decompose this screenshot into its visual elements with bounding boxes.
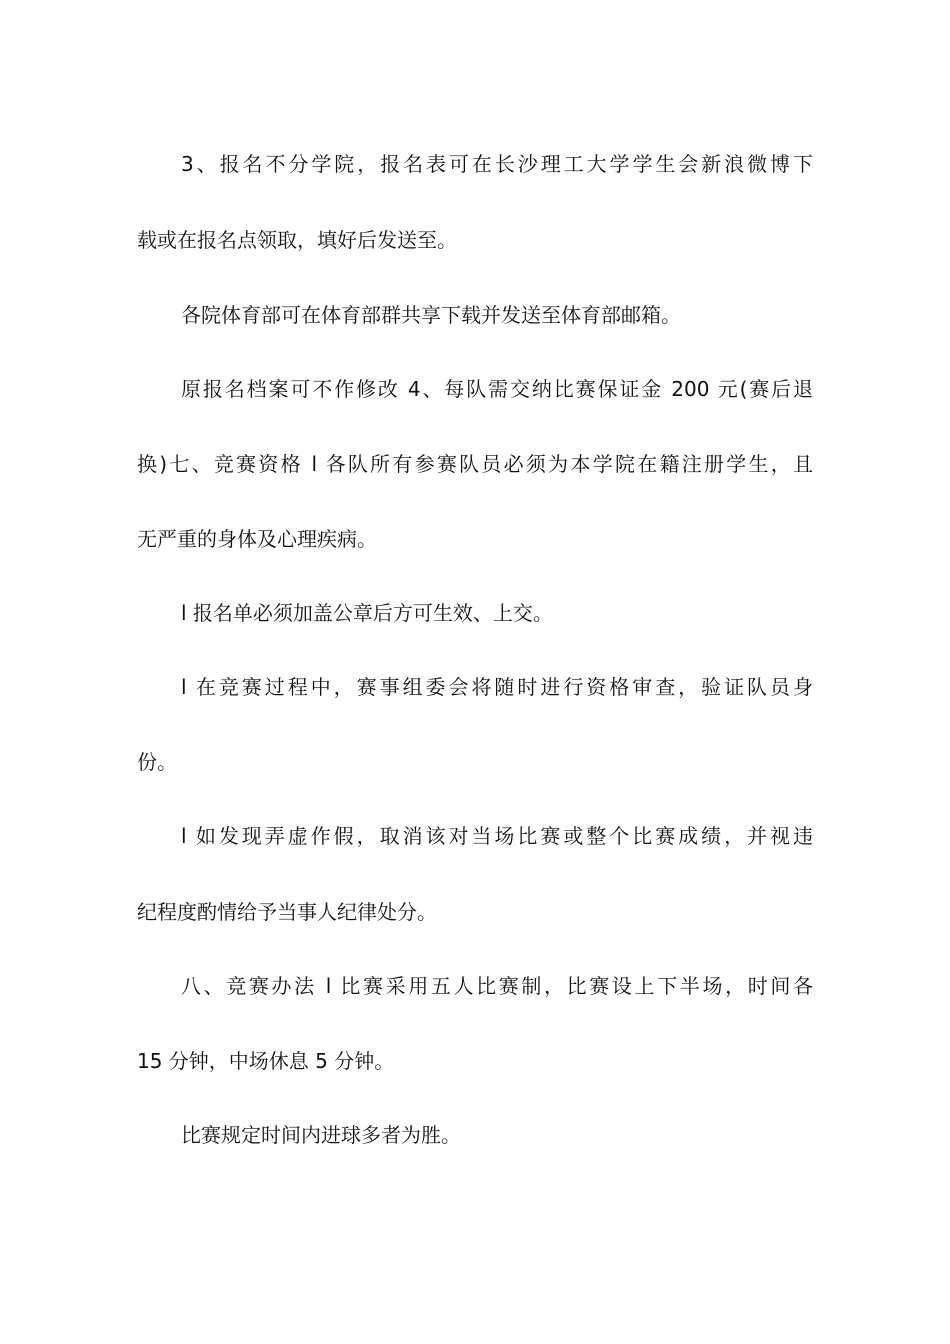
text-line: 换)七、竞赛资格 l 各队所有参赛队员必须为本学院在籍注册学生，且 xyxy=(137,452,813,476)
text-line: 15 分钟，中场休息 5 分钟。 xyxy=(137,1049,395,1073)
text-line: 纪程度酌情给予当事人纪律处分。 xyxy=(137,900,437,924)
text-line: 原报名档案可不作修改 4、每队需交纳比赛保证金 200 元(赛后退 xyxy=(181,377,813,401)
text-line: 载或在报名点领取，填好后发送至。 xyxy=(137,228,457,252)
text-line: 份。 xyxy=(137,750,177,774)
text-line: 八、竞赛办法 l 比赛采用五人比赛制，比赛设上下半场，时间各 xyxy=(181,974,813,998)
text-line: l 如发现弄虚作假，取消该对当场比赛或整个比赛成绩，并视违 xyxy=(181,824,813,848)
text-line: l 报名单必须加盖公章后方可生效、上交。 xyxy=(181,601,553,625)
text-line: 各院体育部可在体育部群共享下载并发送至体育部邮箱。 xyxy=(181,303,681,327)
text-line: 无严重的身体及心理疾病。 xyxy=(137,527,377,551)
text-line: 3、报名不分学院，报名表可在长沙理工大学学生会新浪微博下 xyxy=(181,152,813,176)
text-line: 比赛规定时间内进球多者为胜。 xyxy=(181,1123,461,1147)
text-line: l 在竞赛过程中，赛事组委会将随时进行资格审查，验证队员身 xyxy=(181,675,813,699)
